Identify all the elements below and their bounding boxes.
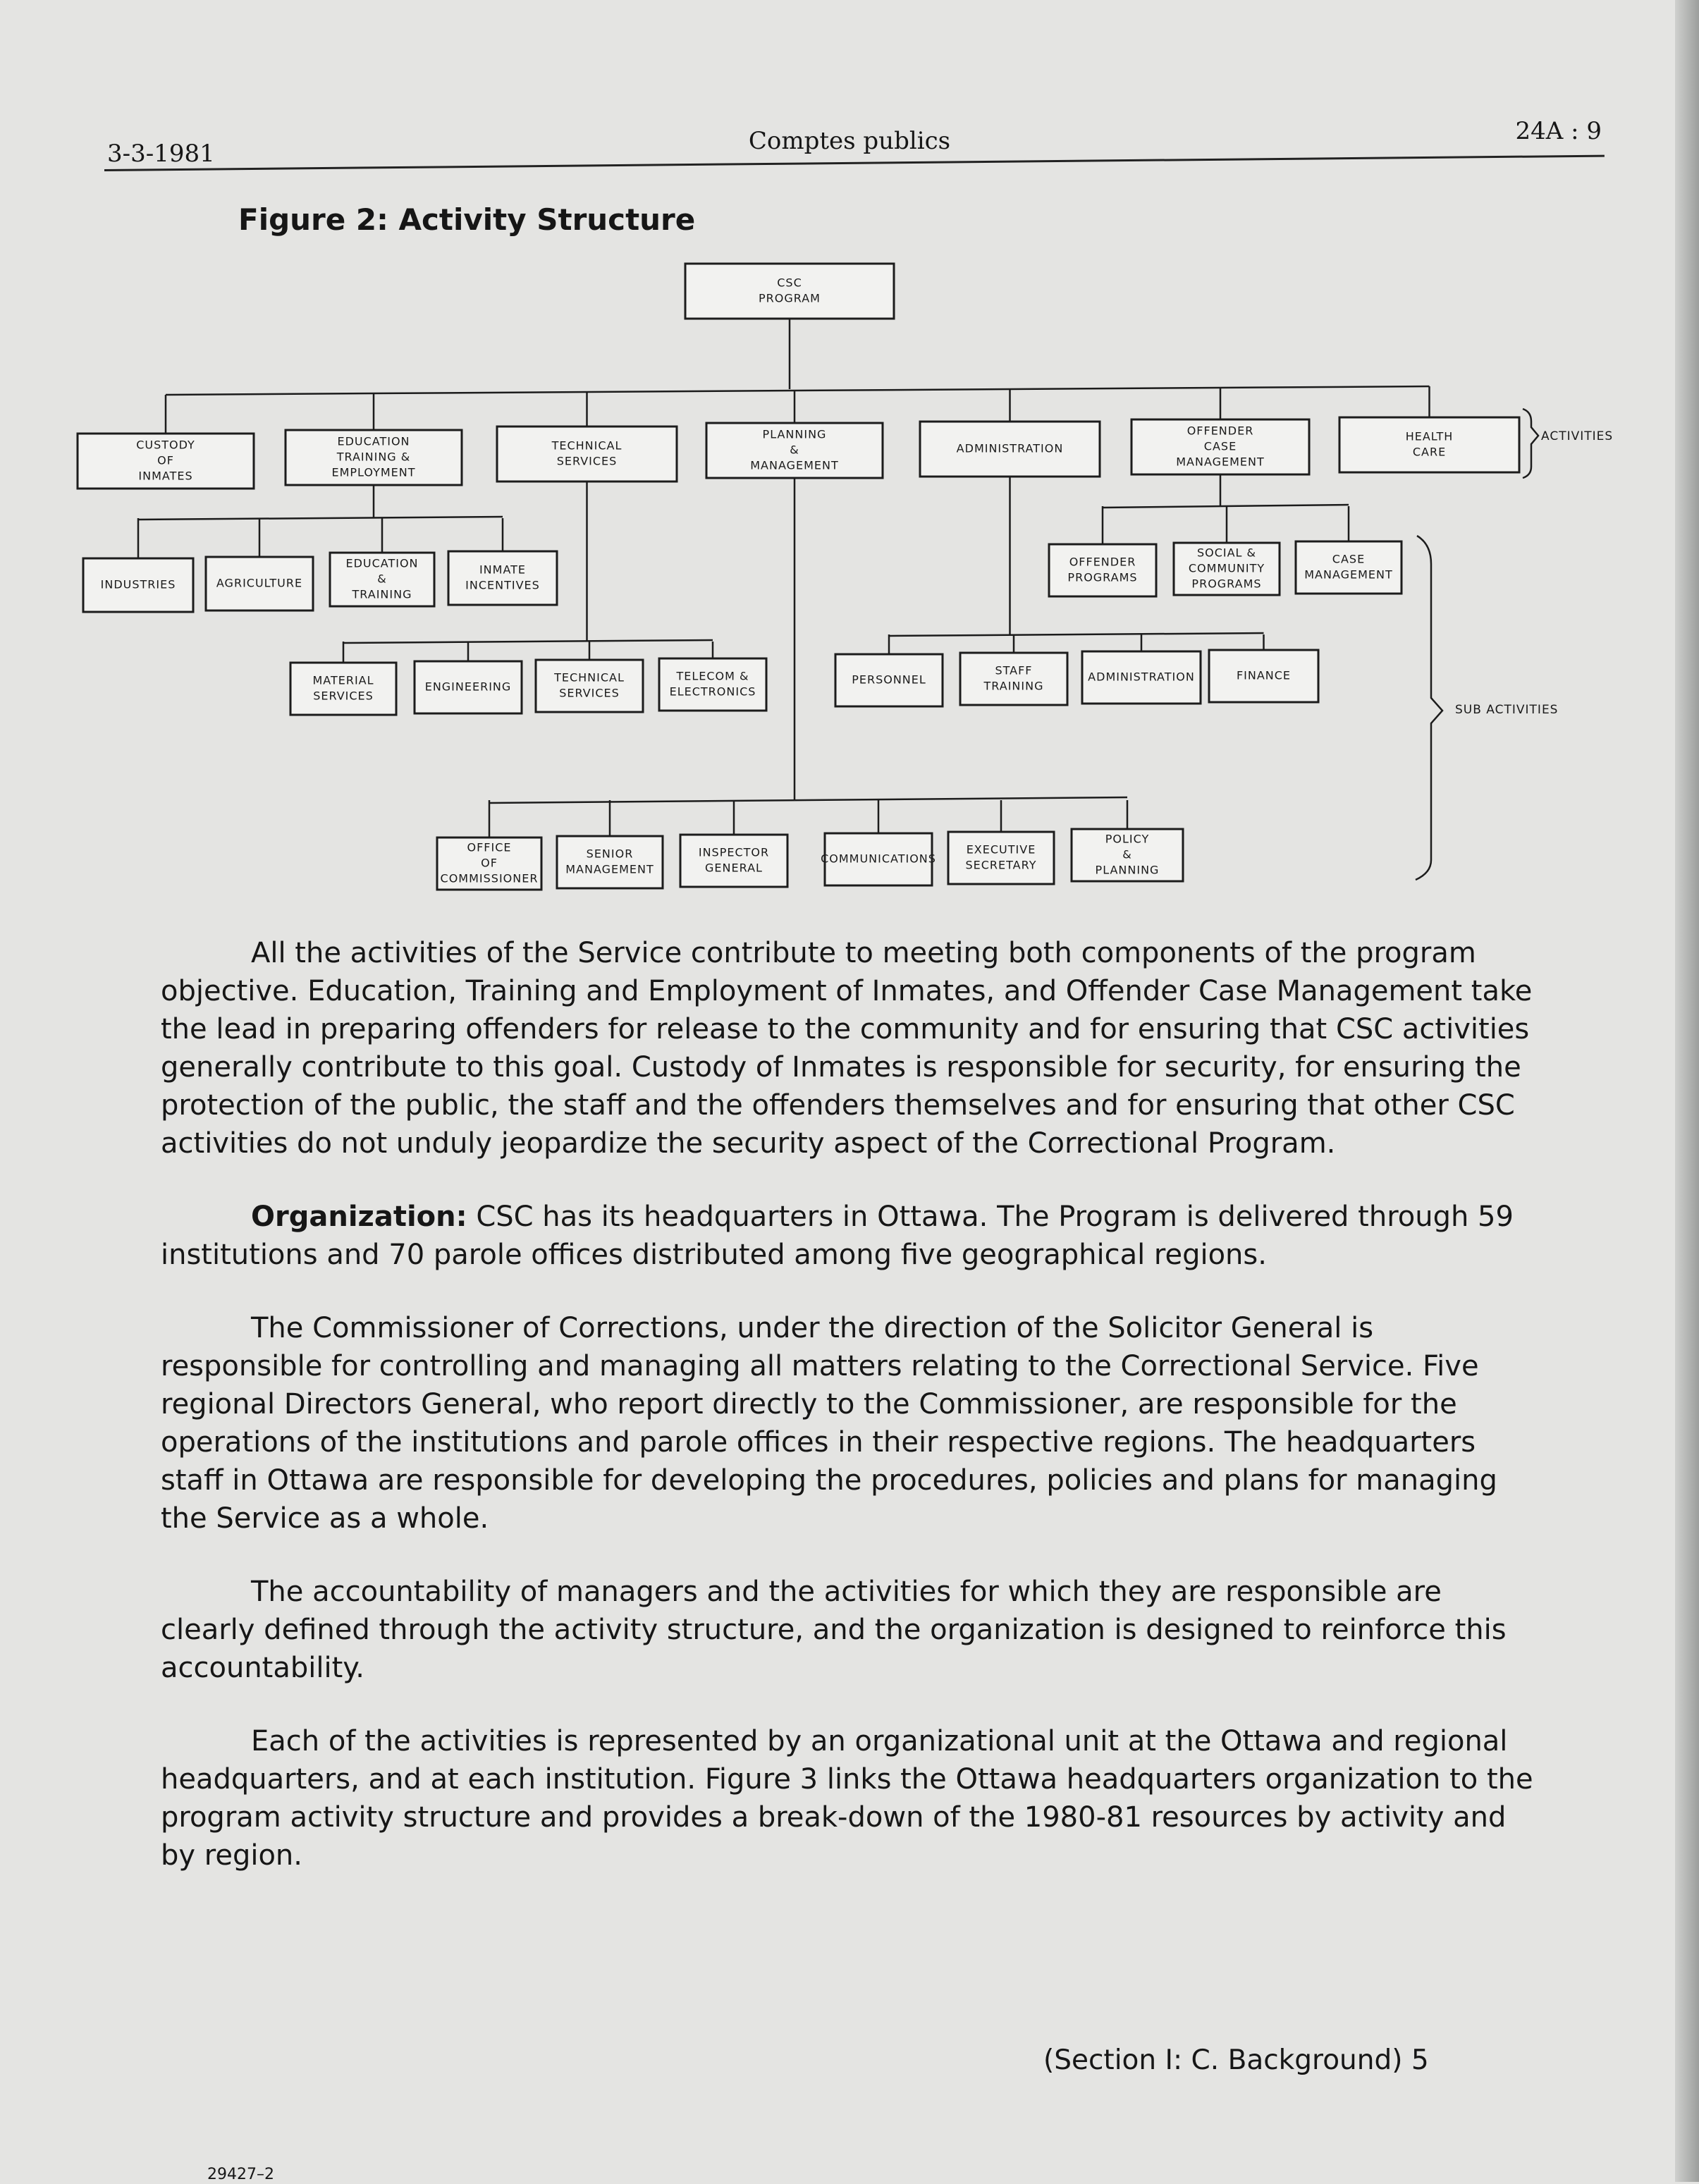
box-label-line: CUSTODY [136,438,195,452]
box-label-line: CASE [1332,552,1366,566]
box-label-line: SOCIAL & [1196,546,1257,560]
connector-administration-bus [889,633,1264,636]
box-offender-case-management [1131,419,1309,474]
box-label-line: PLANNING [1095,863,1160,877]
box-inmate-incentives [448,551,557,605]
box-label-line: TECHNICAL [554,670,625,685]
activities-brace [1523,409,1538,478]
box-label-line: TELECOM & [676,669,749,683]
box-label-line: OFFICE [467,840,512,854]
box-label-line: COMMUNICATIONS [821,852,936,866]
box-label-line: EDUCATION [345,556,419,570]
box-telecom-electronics [659,658,766,711]
paragraph-lead: Organization: [251,1201,467,1233]
box-label-line: MANAGEMENT [750,458,839,472]
box-label-line: PROGRAMS [1191,577,1262,591]
box-label-line: COMMISSIONER [440,871,539,885]
body-text [161,934,1542,1910]
box-label-line: EMPLOYMENT [331,465,416,479]
org-chart [0,0,1699,916]
box-education-training-employment [286,430,462,485]
paragraph-3 [161,1309,1542,1538]
box-label-line: EXECUTIVE [966,842,1036,857]
box-label-line: OFFENDER [1069,555,1136,569]
box-administration [920,422,1100,477]
sub-activities-brace [1416,536,1442,880]
print-code: 29427–2 [207,2166,274,2183]
box-inspector-general [680,835,787,887]
box-executive-secretary [948,832,1054,884]
box-label-line: SENIOR [586,847,634,861]
paragraph-text: The accountability of managers and the activities for which they are responsible are clearly defined through the activity structure, and the organization is designed to reinforce this accountability. [161,1576,1507,1684]
box-label-line: TRAINING & [336,450,411,464]
box-administration-sub [1082,651,1201,704]
box-label-line: INSPECTOR [698,845,770,859]
figure-title: Figure 2: Activity Structure [238,202,696,237]
box-office-of-commissioner [437,838,541,890]
box-communications [821,833,936,885]
box-label-line: & [1122,847,1132,861]
box-label-line: FINANCE [1236,668,1292,682]
box-label-line: SERVICES [313,689,374,703]
box-social-community-programs [1174,543,1280,595]
header-publication: Comptes publics [748,127,951,155]
paragraph-5 [161,1722,1542,1875]
box-engineering [415,661,522,713]
box-label-line: OF [157,453,174,467]
activities-label: ACTIVITIES [1541,429,1614,443]
paragraph-text: CSC has its headquarters in Ottawa. The Program is delivered through 59 institutions and 70 parole offices distributed among five geographical regions. [161,1201,1514,1271]
box-label-line: HEALTH [1405,429,1454,443]
box-label-line: TECHNICAL [551,438,622,453]
box-label-line: MANAGEMENT [1176,455,1265,469]
box-label-line: TRAINING [352,587,412,601]
paragraph-text: The Commissioner of Corrections, under the direction of the Solicitor General is responsible for controlling and managing all matters relating to the Correctional Service. Five regional Directors General, who report directly to the Commissioner, are responsible for the operations of the institutions and parole offices in their respective regions. The headquarters staff in Ottawa are responsible for developing the procedures, policies and plans for managing the Service as a whole. [161,1312,1497,1535]
box-label-line: OF [481,856,498,870]
box-label-line: PROGRAM [759,291,821,305]
box-label-line: ELECTRONICS [669,685,756,699]
box-label-line: INMATES [138,469,193,483]
box-technical-services [497,427,677,481]
box-label-line: SERVICES [559,686,620,700]
paragraph-2 [161,1198,1542,1274]
sub-activities-label: SUB ACTIVITIES [1455,703,1559,717]
paragraph-text: All the activities of the Service contribute to meeting both components of the program objective. Education, Training and Employment of Inmates, and Offender Case Management take the lead in preparing offenders for release to the community and for ensuring that CSC activities generally contribute to this goal. Custody of Inmates is responsible for security, for ensuring the protection of the public, the staff and the offenders themselves and for ensuring that other CSC activities do not unduly jeopardize the security aspect of the Correctional Program. [161,937,1533,1160]
box-senior-management [557,836,663,888]
paragraph-1 [161,934,1542,1162]
box-label-line: PROGRAMS [1067,570,1138,584]
header-date: 3-3-1981 [107,140,215,168]
box-label-line: EDUCATION [337,434,410,448]
box-label-line: GENERAL [705,861,763,875]
box-personnel [835,654,943,706]
box-custody-of-inmates [78,434,254,489]
connector-planning-bus [489,797,1127,803]
box-label-line: AGRICULTURE [216,576,303,590]
box-label-line: MATERIAL [312,673,374,687]
box-label-line: STAFF [995,663,1033,677]
box-label-line: TRAINING [983,679,1044,693]
box-agriculture [206,557,313,611]
connector-technical-bus [343,640,713,643]
box-label-line: SERVICES [556,454,618,468]
box-label-line: INCENTIVES [465,578,540,592]
box-label-line: CARE [1412,445,1447,459]
box-material-services [290,663,396,715]
paragraph-4 [161,1573,1542,1687]
box-label-line: ADMINISTRATION [1088,670,1195,684]
box-label-line: OFFENDER [1186,424,1254,438]
box-label-line: INDUSTRIES [100,577,176,591]
box-finance [1209,650,1318,702]
box-label-line: MANAGEMENT [565,862,654,876]
box-label-line: CSC [777,276,802,290]
box-label-line: & [790,443,799,457]
box-label-line: PLANNING [762,427,827,441]
box-label-line: SECRETARY [965,858,1037,872]
box-technical-services-sub [536,660,643,712]
box-label-line: ADMINISTRATION [956,441,1064,455]
box-label-line: PERSONNEL [852,673,926,687]
box-education-training [330,553,434,606]
box-case-management [1296,541,1401,594]
box-industries [83,558,193,612]
box-label-line: COMMUNITY [1188,561,1265,575]
connector-offender-bus [1103,505,1349,508]
paragraph-text: Each of the activities is represented by an organizational unit at the Ottawa and regional headquarters, and at each institution. Figure 3 links the Ottawa headquarters organization to the program activity structure and provides a break-down of the 1980-81 resources by activity and by region. [161,1725,1533,1872]
box-staff-training [960,653,1067,705]
box-label-line: POLICY [1105,832,1150,846]
box-offender-programs [1049,544,1156,596]
box-health-care [1339,417,1519,472]
box-label-line: CASE [1203,439,1237,453]
connector-education-bus [138,517,503,520]
header-page-ref: 24A : 9 [1515,117,1602,145]
box-policy-planning [1072,829,1183,881]
box-label-line: INMATE [479,563,527,577]
box-label-line: & [377,572,387,586]
connector-activities-bus [166,386,1430,395]
box-csc-program [685,264,894,319]
box-label-line: MANAGEMENT [1304,568,1393,582]
footer-section-ref: (Section I: C. Background) 5 [1043,2044,1429,2076]
box-label-line: ENGINEERING [424,680,512,694]
box-planning-management [706,423,883,478]
